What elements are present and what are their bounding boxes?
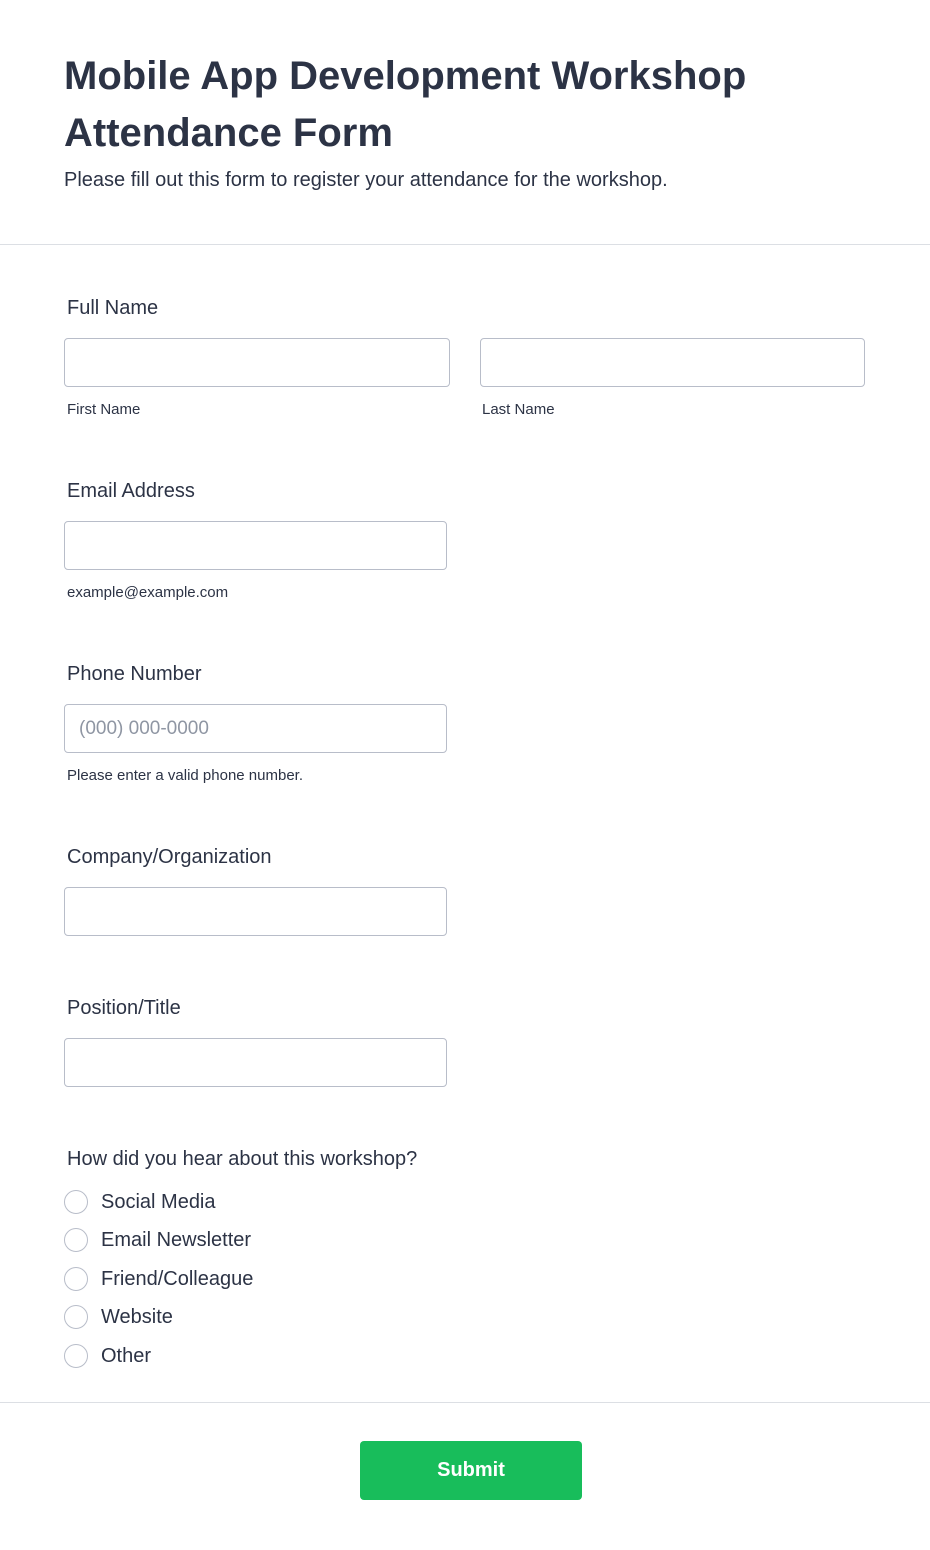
radio-option-label: Friend/Colleague: [101, 1268, 254, 1290]
radio-button[interactable]: [64, 1228, 88, 1252]
full-name-label: Full Name: [67, 297, 159, 319]
radio-button[interactable]: [64, 1267, 88, 1291]
footer-divider: [0, 1402, 930, 1403]
phone-input[interactable]: [64, 704, 447, 753]
radio-option-label: Email Newsletter: [101, 1229, 252, 1251]
last-name-input[interactable]: [480, 338, 865, 387]
position-label: Position/Title: [67, 997, 181, 1019]
email-sublabel: example@example.com: [67, 584, 229, 601]
last-name-sublabel: Last Name: [482, 401, 555, 418]
company-label: Company/Organization: [67, 846, 272, 868]
form-header: [0, 0, 930, 245]
page-title: Mobile App Development Workshop Attendance Form: [64, 54, 747, 155]
radio-option-social-media[interactable]: [64, 1189, 216, 1215]
email-label: Email Address: [67, 480, 195, 502]
page-subtitle: Please fill out this form to register your attendance for the workshop.: [64, 169, 668, 191]
position-input[interactable]: [64, 1038, 447, 1087]
radio-option-friend-colleague[interactable]: [64, 1266, 253, 1292]
referral-label: How did you hear about this workshop?: [67, 1148, 418, 1170]
email-input[interactable]: [64, 521, 447, 570]
radio-option-other[interactable]: [64, 1343, 151, 1369]
radio-button[interactable]: [64, 1190, 88, 1214]
first-name-input[interactable]: [64, 338, 450, 387]
radio-option-label: Other: [101, 1345, 152, 1367]
radio-option-email-newsletter[interactable]: [64, 1227, 251, 1253]
phone-label: Phone Number: [67, 663, 202, 685]
radio-button[interactable]: [64, 1305, 88, 1329]
first-name-sublabel: First Name: [67, 401, 141, 418]
radio-option-website[interactable]: [64, 1304, 173, 1330]
radio-button[interactable]: [64, 1344, 88, 1368]
phone-sublabel: Please enter a valid phone number.: [67, 767, 303, 784]
company-input[interactable]: [64, 887, 447, 936]
radio-option-label: Social Media: [101, 1191, 216, 1213]
radio-option-label: Website: [101, 1306, 173, 1328]
submit-button[interactable]: Submit: [360, 1441, 582, 1500]
